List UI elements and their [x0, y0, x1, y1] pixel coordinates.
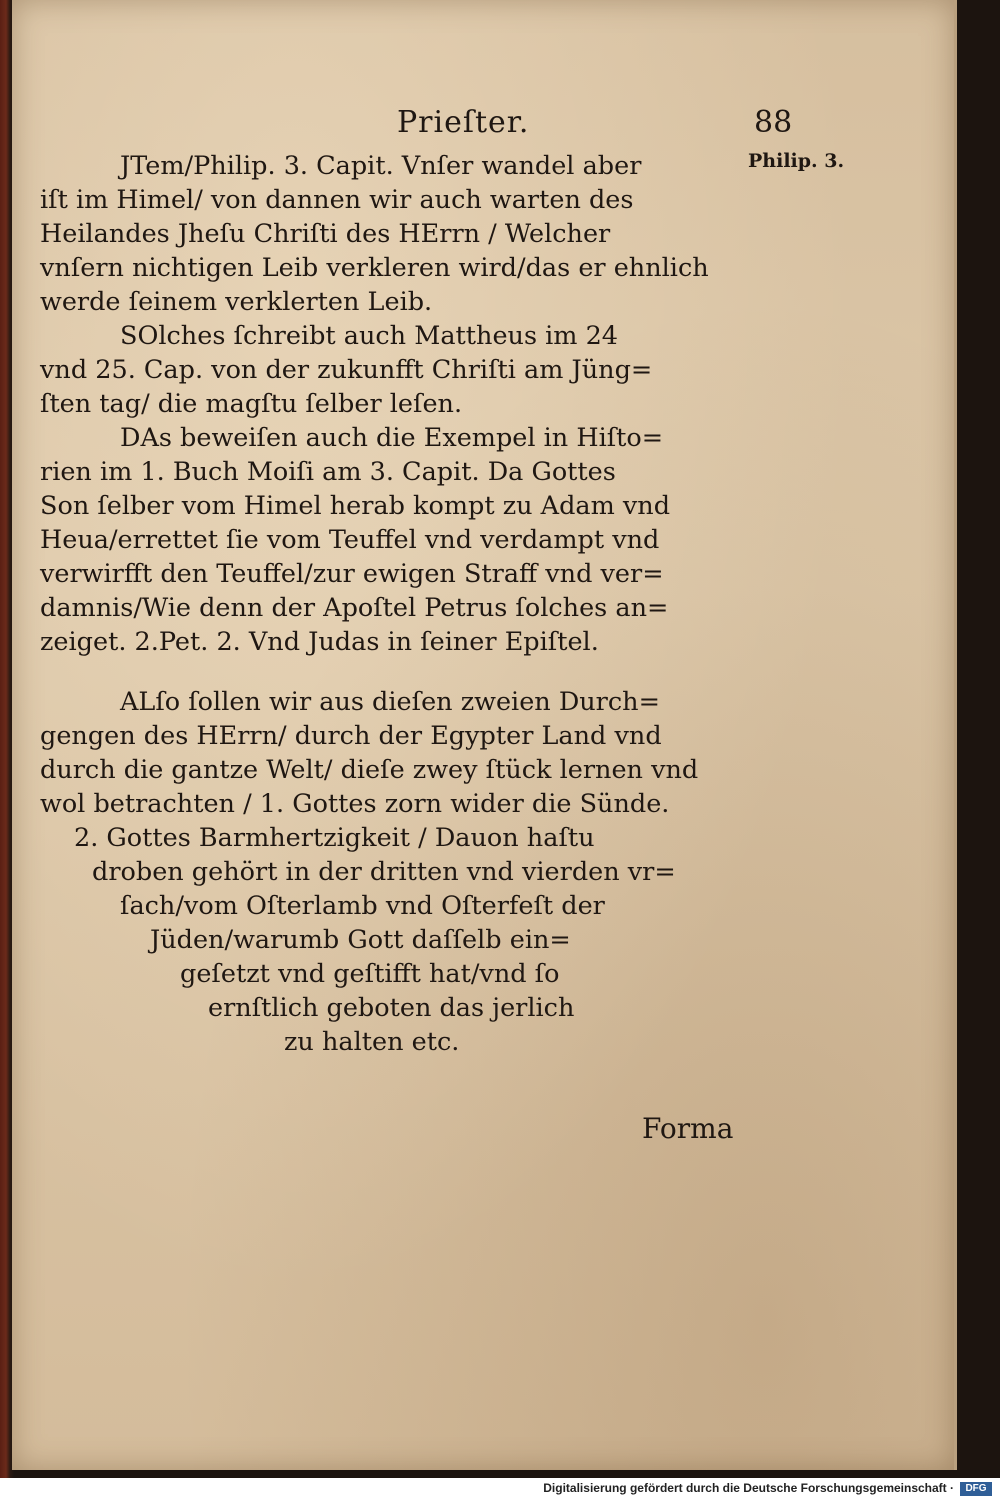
text-line: ſten tag/ die magſtu ſelber leſen.	[40, 389, 463, 419]
text-line: JTem/Philip. 3. Capit. Vnſer wandel aber	[120, 151, 642, 181]
text-line: ſach/vom Oſterlamb vnd Oſterfeſt der	[120, 891, 605, 921]
page-number: 88	[754, 105, 793, 140]
text-line: verwirfft den Teuffel/zur ewigen Straff vnd ver=	[40, 559, 664, 589]
text-line: zeiget. 2.Pet. 2. Vnd Judas in ſeiner Epiſtel.	[40, 627, 599, 657]
margin-note: Philip. 3.	[748, 150, 845, 172]
text-line: 2. Gottes Barmhertzigkeit / Dauon haſtu	[74, 823, 595, 853]
text-line: wol betrachten / 1. Gottes zorn wider die Sünde.	[40, 789, 670, 819]
footer-credit: Digitalisierung gefördert durch die Deutsche Forschungsgemeinschaft ·	[543, 1481, 954, 1495]
text-line: droben gehört in der dritten vnd vierden vr=	[92, 857, 676, 887]
text-line: vnd 25. Cap. von der zukunfft Chriſti am Jüng=	[40, 355, 653, 385]
running-title: Prieſter.	[397, 105, 530, 140]
text-line: rien im 1. Buch Moiſi am 3. Capit. Da Gottes	[40, 457, 616, 487]
text-line: Heilandes Jheſu Chriſti des HErrn / Welcher	[40, 219, 611, 249]
dfg-logo-icon: DFG	[960, 1482, 992, 1496]
text-line: DAs beweiſen auch die Exempel in Hiſto=	[120, 423, 664, 453]
text-line: ALſo ſollen wir aus dieſen zweien Durch=	[120, 687, 660, 717]
text-line: vnſern nichtigen Leib verkleren wird/das er ehnlich	[40, 253, 709, 283]
text-line: gengen des HErrn/ durch der Egypter Land vnd	[40, 721, 662, 751]
text-line: iſt im Himel/ von dannen wir auch warten des	[40, 185, 634, 215]
text-line: Heua/errettet ſie vom Teuffel vnd verdampt vnd	[40, 525, 660, 555]
text-line: Jüden/warumb Gott daſſelb ein=	[150, 925, 571, 955]
text-line: werde ſeinem verklerten Leib.	[40, 287, 433, 317]
text-line: zu halten etc.	[284, 1027, 460, 1057]
text-line: damnis/Wie denn der Apoſtel Petrus ſolches an=	[40, 593, 669, 623]
text-line: geſetzt vnd geſtifft hat/vnd ſo	[180, 959, 560, 989]
text-line: Son ſelber vom Himel herab kompt zu Adam vnd	[40, 491, 671, 521]
text-line: ernſtlich geboten das jerlich	[208, 993, 575, 1023]
digitization-footer	[0, 1478, 1000, 1501]
text-line: SOlches ſchreibt auch Mattheus im 24	[120, 321, 619, 351]
catchword: Forma	[642, 1112, 734, 1145]
book-page	[12, 0, 957, 1470]
text-line: durch die gantze Welt/ dieſe zwey ſtück lernen vnd	[40, 755, 699, 785]
